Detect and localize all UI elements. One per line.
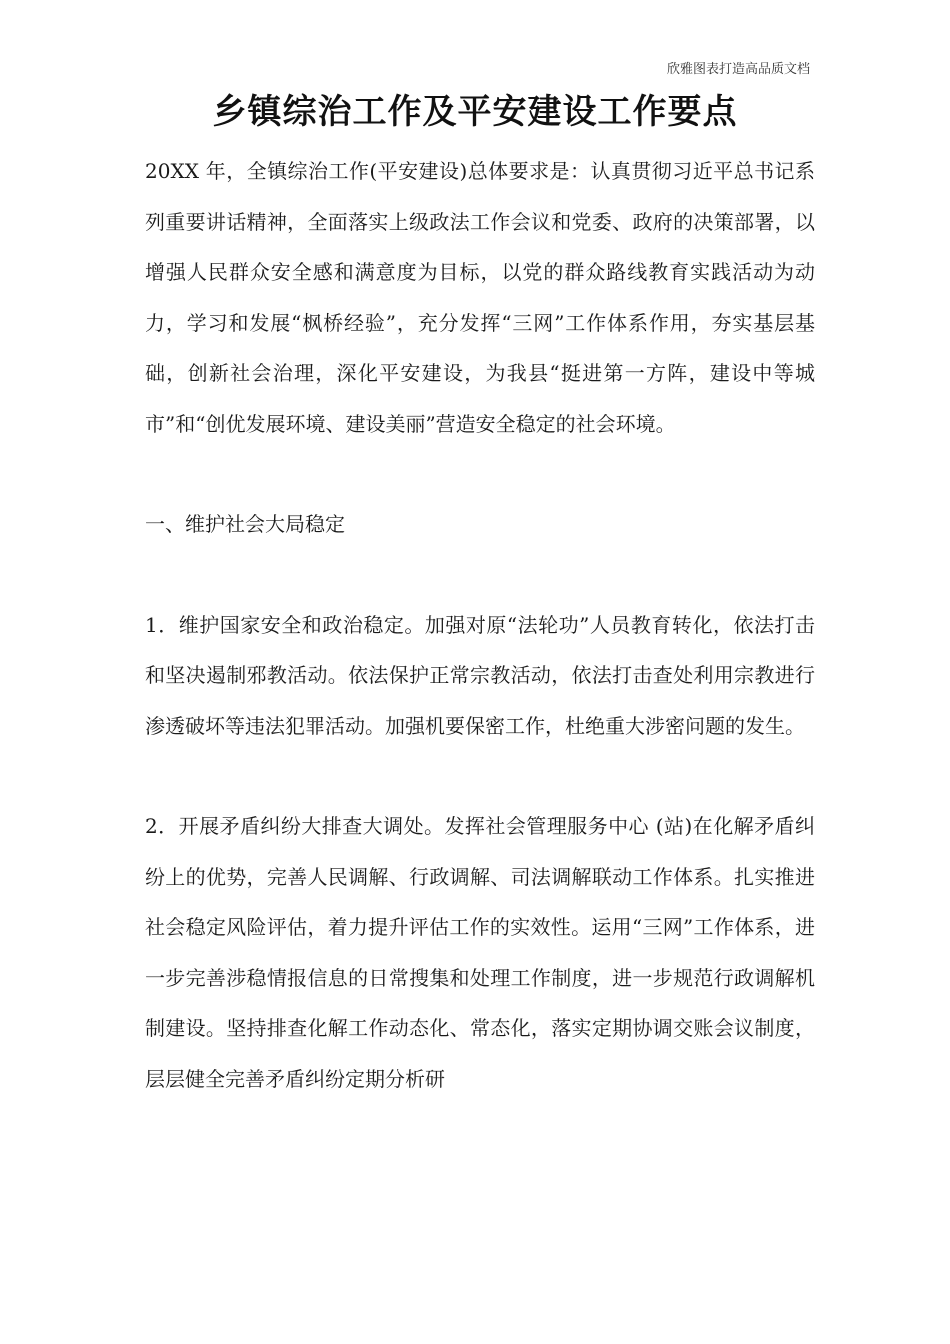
intro-paragraph: 20XX 年，全镇综治工作(平安建设)总体要求是：认真贯彻习近平总书记系列重要讲话精神，全面落实上级政法工作会议和党委、政府的决策部署，以增强人民群众安全感和满意度为目标，以党的群众路线教育实践活动为动力，学习和发展“枫桥经验”，充分发挥“三网”工作体系作用，夯实基层基础，创新社会治理，深化平安建设，为我县“挺进第一方阵，建设中等城市”和“创优发展环境、建设美丽”营造安全稳定的社会环境。 <box>145 159 815 436</box>
item-1-paragraph: 1．维护国家安全和政治稳定。加强对原“法轮功”人员教育转化，依法打击和坚决遏制邪教活动。依法保护正常宗教活动，依法打击查处利用宗教进行渗透破坏等违法犯罪活动。加强机要保密工作，杜绝重大涉密问题的发生。 <box>145 612 815 738</box>
section-heading: 一、维护社会大局稳定 <box>145 512 345 536</box>
item-2-paragraph: 2．开展矛盾纠纷大排查大调处。发挥社会管理服务中心 (站)在化解矛盾纠纷上的优势，完善人民调解、行政调解、司法调解联动工作体系。扎实推进社会稳定风险评估，着力提升评估工作的实效性。运用“三网”工作体系，进一步完善涉稳情报信息的日常搜集和处理工作制度，进一步规范行政调解机制建设。坚持排查化解工作动态化、常态化，落实定期协调交账会议制度，层层健全完善矛盾纠纷定期分析研 <box>145 814 815 1091</box>
document-body <box>145 146 815 1104</box>
header-note: 欣雅图表打造高品质文档 <box>666 62 810 77</box>
document-title: 乡镇综治工作及平安建设工作要点 <box>212 92 738 132</box>
